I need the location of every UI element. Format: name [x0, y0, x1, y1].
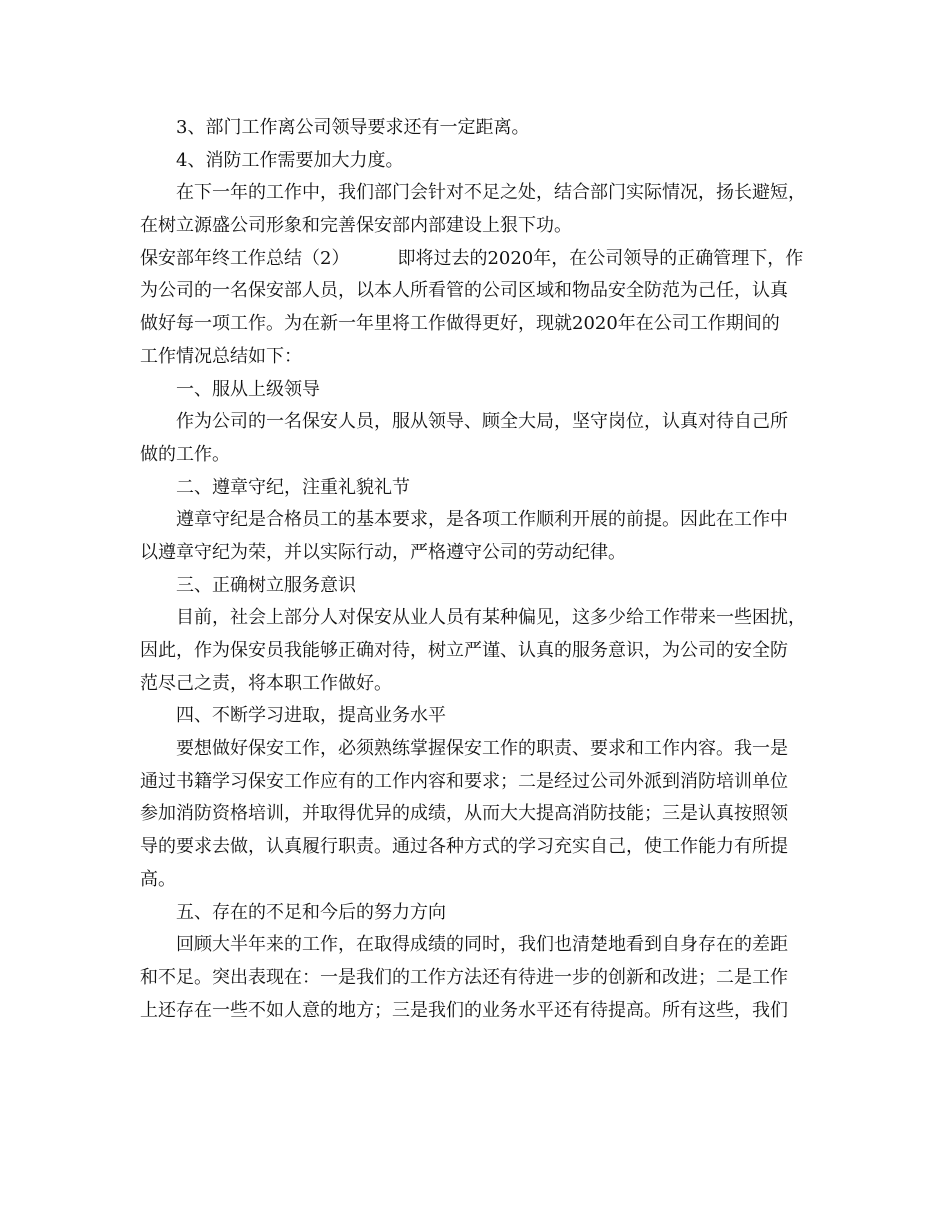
body-line: 作为公司的一名保安人员，服从领导、顾全大局，坚守岗位，认真对待自己所	[176, 411, 788, 433]
body-line: 做的工作。	[140, 443, 230, 465]
body-text: 即将过去的2020年，在公司领导的正确管理下，作	[397, 247, 804, 269]
subheading-line: 二、遵章守纪，注重礼貌礼节	[176, 476, 410, 498]
document-body	[140, 112, 815, 1027]
body-line: 做好每一项工作。为在新一年里将工作做得更好，现就2020年在公司工作期间的	[140, 313, 780, 335]
body-line: 为公司的一名保安部人员，以本人所看管的公司区域和物品安全防范为己任，认真	[140, 280, 788, 302]
body-line: 通过书籍学习保安工作应有的工作内容和要求；二是经过公司外派到消防培训单位	[140, 770, 788, 792]
body-line: 导的要求去做，认真履行职责。通过各种方式的学习充实自己，使工作能力有所提	[140, 836, 788, 858]
body-line: 范尽己之责，将本职工作做好。	[140, 672, 392, 694]
subheading-line: 四、不断学习进取，提高业务水平	[176, 705, 446, 727]
body-line: 要想做好保安工作，必须熟练掌握保安工作的职责、要求和工作内容。我一是	[176, 738, 788, 760]
body-line: 参加消防资格培训，并取得优异的成绩，从而大大提高消防技能；三是认真按照领	[140, 803, 788, 825]
body-line: 回顾大半年来的工作，在取得成绩的同时，我们也清楚地看到自身存在的差距	[176, 934, 788, 956]
body-line: 工作情况总结如下：	[140, 345, 302, 367]
section-title: 保安部年终工作总结（2）	[140, 247, 350, 269]
body-line: 在树立源盛公司形象和完善保安部内部建设上狠下功。	[140, 215, 572, 237]
body-line: 高。	[140, 868, 176, 890]
body-line: 在下一年的工作中，我们部门会针对不足之处，结合部门实际情况，扬长避短，	[176, 182, 806, 204]
subheading-line: 五、存在的不足和今后的努力方向	[176, 901, 446, 923]
body-line: 以遵章守纪为荣，并以实际行动，严格遵守公司的劳动纪律。	[140, 541, 626, 563]
body-line: 因此，作为保安员我能够正确对待，树立严谨、认真的服务意识，为公司的安全防	[140, 640, 788, 661]
body-line: 上还存在一些不如人意的地方；三是我们的业务水平还有待提高。所有这些，我们	[140, 999, 788, 1021]
subheading-line: 三、正确树立服务意识	[176, 574, 356, 596]
body-line: 遵章守纪是合格员工的基本要求，是各项工作顺利开展的前提。因此在工作中	[176, 509, 788, 531]
section-title-line	[140, 243, 815, 276]
body-line: 目前，社会上部分人对保安从业人员有某种偏见，这多少给工作带来一些困扰，	[176, 607, 806, 629]
body-line: 4、消防工作需要加大力度。	[176, 149, 404, 171]
body-line: 和不足。突出表现在：一是我们的工作方法还有待进一步的创新和改进；二是工作	[140, 966, 788, 988]
subheading-line: 一、服从上级领导	[176, 378, 320, 400]
body-line: 3、部门工作离公司领导要求还有一定距离。	[176, 117, 530, 138]
